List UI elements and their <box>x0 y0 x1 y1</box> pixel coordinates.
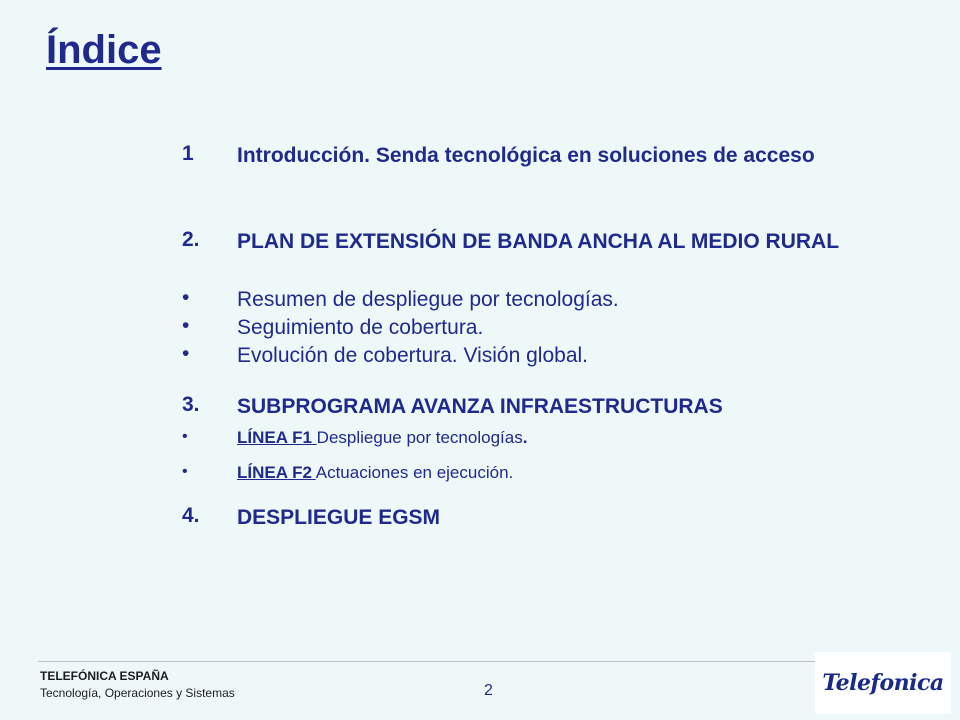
toc-item-label: DESPLIEGUE EGSM <box>237 506 441 529</box>
bullet-icon: • <box>182 342 190 365</box>
toc-subitem-suffix: . <box>522 428 528 447</box>
telefonica-logo <box>815 652 951 714</box>
logo-text: Telefonica <box>822 670 944 696</box>
toc-subitem-label: Evolución de cobertura. Visión global. <box>237 344 589 367</box>
toc-number: 1 <box>182 142 194 165</box>
page-title: Índice <box>46 28 162 72</box>
toc-subitem-label: Resumen de despliegue por tecnologías. <box>237 288 619 311</box>
bullet-icon: • <box>182 428 188 445</box>
toc-subitem-label: Despliegue por tecnologías <box>316 428 523 447</box>
toc-subitem-label: Actuaciones en ejecución. <box>315 463 514 482</box>
link-linea-f2[interactable]: LÍNEA F2 <box>237 463 312 482</box>
bullet-icon: • <box>182 314 190 337</box>
link-linea-f1[interactable]: LÍNEA F1 <box>237 428 312 447</box>
toc-item-label: PLAN DE EXTENSIÓN DE BANDA ANCHA AL MEDIO RURAL <box>237 230 840 253</box>
footer-company: TELEFÓNICA ESPAÑA <box>40 669 169 683</box>
toc-item-label: SUBPROGRAMA AVANZA INFRAESTRUCTURAS <box>237 395 723 418</box>
toc-number: 2. <box>182 228 200 251</box>
toc-item-label: Introducción. Senda tecnológica en soluciones de acceso <box>237 144 815 167</box>
footer-divider <box>38 661 928 662</box>
bullet-icon: • <box>182 463 188 480</box>
toc-number: 3. <box>182 393 200 416</box>
toc-number: 4. <box>182 504 200 527</box>
footer-department: Tecnología, Operaciones y Sistemas <box>40 686 235 700</box>
toc-subitem-label: Seguimiento de cobertura. <box>237 316 484 339</box>
bullet-icon: • <box>182 286 190 309</box>
page-number: 2 <box>484 682 493 699</box>
